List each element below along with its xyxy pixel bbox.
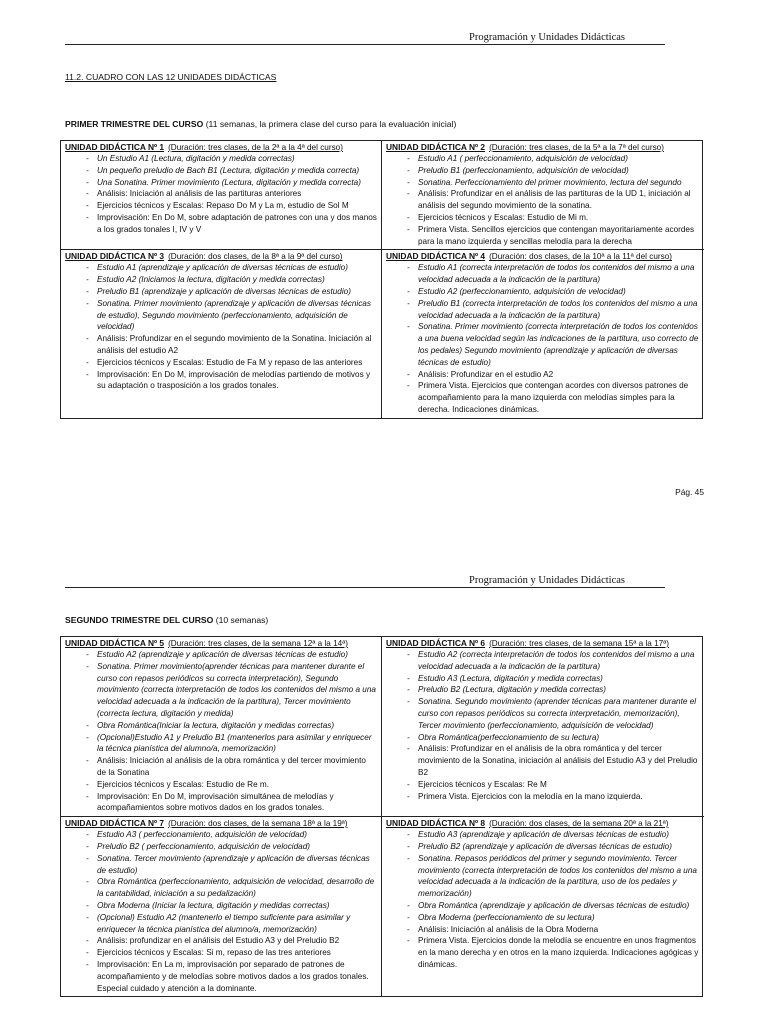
unit-content-list — [65, 829, 377, 994]
unit-cell — [61, 816, 382, 996]
unit-heading — [65, 638, 377, 649]
unit-content-list — [386, 829, 700, 971]
trimester-1-label: PRIMER TRIMESTRE DEL CURSO — [65, 119, 204, 129]
header-text: Programación y Unidades Didácticas — [469, 32, 625, 43]
list-item: - Un pequeño preludio de Bach B1 (Lectura, digitación y medida correcta) — [65, 165, 377, 177]
units-table-trimester-1 — [60, 140, 703, 419]
list-item: - Estudio A1 (correcta interpretación de todos los contenidos del mismo a una velocidad adecuada a la indicación de la partitura) — [386, 262, 700, 286]
unit-duration: (Duración: tres clases, de la 2ª a la 4ª del curso) — [168, 143, 343, 152]
list-item: - Improvisación: En Do M, improvisación simultánea de melodías y acompañamientos sobre motivos dados en los grados tonales. — [65, 791, 377, 815]
section-title: 11.2. CUADRO CON LAS 12 UNIDADES DIDÁCTICAS — [65, 72, 277, 82]
list-item: - Primera Vista. Ejercicios con la melodía en la mano izquierda. — [386, 791, 700, 803]
list-item: - Estudio A3 (Lectura, digitación y medida correctas) — [386, 673, 700, 685]
list-item: - Estudio A1 (aprendizaje y aplicación de diversas técnicas de estudio) — [65, 262, 377, 274]
unit-content-list — [65, 649, 377, 814]
unit-duration: (Duración: dos clases, de la 10ª a la 11ª del curso) — [489, 252, 673, 262]
list-item: - Obra Moderna (perfeccionamiento de su lectura) — [386, 912, 700, 924]
unit-name: UNIDAD DIDÁCTICA Nº 3 — [65, 251, 165, 262]
unit-cell — [382, 816, 704, 996]
unit-heading — [65, 142, 377, 153]
trimester-2-note: (10 semanas) — [213, 615, 269, 625]
list-item: - Obra Romántica(perfeccionamiento de su lectura) — [386, 732, 700, 744]
trimester-2-heading — [65, 615, 268, 625]
list-item: - Sonatina. Primer movimiento (aprendizaje y aplicación de diversas técnicas de estudio), Segundo movimiento (perfeccionamiento, adquisición de velocidad) — [65, 298, 377, 333]
list-item: - Preludio B2 (Lectura, digitación y medida correctas) — [386, 684, 700, 696]
trimester-2-label: SEGUNDO TRIMESTRE DEL CURSO — [65, 615, 214, 625]
unit-name: UNIDAD DIDÁCTICA Nº 4 — [386, 251, 486, 262]
list-item: - Análisis: Iniciación al análisis de la obra romántica y del tercer movimiento de la Sonatina — [65, 755, 377, 779]
page-header-1 — [65, 30, 665, 45]
list-item: - Improvisación: En La m, improvisación por separado de patrones de acompañamiento y de melodías sobre motivos dados a los grados tonales. Especial cuidado y atención a la dominante. — [65, 959, 377, 994]
list-item: - Una Sonatina. Primer movimiento (Lectura, digitación y medida correcta) — [65, 177, 377, 189]
list-item: - Ejercicios técnicos y Escalas: Re M — [386, 779, 700, 791]
unit-content-list — [65, 262, 377, 392]
unit-cell — [382, 249, 704, 417]
list-item: - Sonatina. Tercer movimiento (aprendizaje y aplicación de diversas técnicas de estudio) — [65, 853, 377, 877]
list-item: - Primera Vista. Ejercicios donde la melodía se encuentre en unos fragmentos en la mano derecha y en otros en la mano izquierda. Indicaciones agógicas y dinámicas. — [386, 935, 700, 970]
list-item: - Obra Romántica (perfeccionamiento, adquisición de velocidad, desarrollo de la cantabilidad, iniciación a su pedalización) — [65, 876, 377, 900]
list-item: - Ejercicios técnicos y Escalas: Si m, repaso de las tres anteriores — [65, 947, 377, 959]
list-item: - Sonatina. Repasos periódicos del primer y segundo movimiento. Tercer movimiento (correcta interpretación de todos los contenidos del mismo a una velocidad adecuada a la indicación de la partitura, uso de los pedales y memorización) — [386, 853, 700, 900]
list-item: - Estudio A2 (correcta interpretación de todos los contenidos del mismo a una velocidad adecuada a la indicación de la partitura) — [386, 649, 700, 673]
list-item: - Obra Moderna (Iniciar la lectura, digitación y medidas correctas) — [65, 900, 377, 912]
unit-content-list — [386, 153, 700, 247]
list-item: - Estudio A1 ( perfeccionamiento, adquisición de velocidad) — [386, 153, 700, 165]
list-item: - Preludio B2 (aprendizaje y aplicación de diversas técnicas de estudio) — [386, 841, 700, 853]
list-item: - Análisis: profundizar en el análisis del Estudio A3 y del Preludio B2 — [65, 935, 377, 947]
list-item: - Preludio B1 (correcta interpretación de todos los contenidos del mismo a una velocidad adecuada a la indicación de la partitura) — [386, 298, 700, 322]
unit-name: UNIDAD DIDÁCTICA Nº 8 — [386, 818, 486, 829]
list-item: - Preludio B1 (perfeccionamiento, adquisición de velocidad) — [386, 165, 700, 177]
list-item: - Análisis: Profundizar en el análisis de la obra romántica y del tercer movimiento de la Sonatina, iniciación al análisis del Estudio A3 y del Preludio B2 — [386, 743, 700, 778]
list-item: - Análisis: Iniciación al análisis de las partituras anteriores — [65, 188, 377, 200]
unit-duration: (Duración: tres clases, de la semana 12ª a la 14ª) — [168, 639, 348, 648]
unit-cell — [382, 141, 704, 249]
unit-content-list — [65, 153, 377, 236]
list-item: - Improvisación: En Do M, sobre adaptación de patrones con una y dos manos a los grados tonales I, IV y V — [65, 212, 377, 236]
unit-heading — [386, 251, 700, 262]
unit-cell — [61, 249, 382, 417]
list-item: - Ejercicios técnicos y Escalas: Estudio de Re m. — [65, 779, 377, 791]
list-item: - Primera Vista. Ejercicios que contengan acordes con diversos patrones de acompañamiento para la mano izquierda con melodías simples para la derecha. Indicaciones dinámicas. — [386, 380, 700, 415]
header-text: Programación y Unidades Didácticas — [469, 575, 625, 586]
list-item: - Análisis: Profundizar en el análisis de las partituras de la UD 1, iniciación al análisis del segundo movimiento de la sonatina. — [386, 188, 700, 212]
unit-duration: (Duración: tres clases, de la semana 15ª a la 17ª) — [489, 639, 669, 648]
list-item: - Sonatina. Primer movimiento (correcta interpretación de todos los contenidos a una buena velocidad según las indicaciones de la partitura, uso correcto de los pedales) Segundo movimiento (aprendizaje y aplicación de diversas técnicas de estudio) — [386, 321, 700, 368]
unit-name: UNIDAD DIDÁCTICA Nº 6 — [386, 638, 486, 648]
list-item: - Estudio A2 (aprendizaje y aplicación de diversas técnicas de estudio) — [65, 649, 377, 661]
list-item: - Sonatina. Primer movimiento(aprender técnicas para mantener durante el curso con repasos periódicos su correcta interpretación), Segundo movimiento (correcta interpretación de todos los contenidos del mismo a una velocidad adecuada a la indicación de la partitura), Tercer movimiento (correcta lectura, digitación y medida) — [65, 661, 377, 720]
list-item: - Sonatina. Segundo movimiento (aprender técnicas para mantener durante el curso con repasos periódicos su correcta interpretación, memorización), Tercer movimiento (perfeccionamiento, adquisición de velocidad) — [386, 696, 700, 731]
list-item: - Ejercicios técnicos y Escalas: Repaso Do M y La m, estudio de Sol M — [65, 200, 377, 212]
list-item: - (Opcional) Estudio A2 (mantenerlo el tiempo suficiente para asimilar y enriquecer la técnica pianística del alumno/a, memorización) — [65, 912, 377, 936]
unit-name: UNIDAD DIDÁCTICA Nº 7 — [65, 818, 165, 829]
unit-heading — [386, 638, 700, 649]
page-header-2 — [65, 573, 665, 588]
list-item: - Análisis: Profundizar en el segundo movimiento de la Sonatina. Iniciación al análisis del estudio A2 — [65, 333, 377, 357]
list-item: - Preludio B2 ( perfeccionamiento, adquisición de velocidad) — [65, 841, 377, 853]
list-item: - Estudio A3 (aprendizaje y aplicación de diversas técnicas de estudio) — [386, 829, 700, 841]
unit-heading — [65, 818, 377, 829]
unit-cell — [61, 637, 382, 816]
unit-duration: (Duración: dos clases, de la 8ª a la 9ª del curso) — [168, 252, 343, 262]
unit-content-list — [386, 262, 700, 415]
list-item: - Preludio B1 (aprendizaje y aplicación de diversas técnicas de estudio) — [65, 286, 377, 298]
list-item: - Estudio A3 ( perfeccionamiento, adquisición de velocidad) — [65, 829, 377, 841]
unit-heading — [386, 818, 700, 829]
list-item: - (Opcional)Estudio A1 y Preludio B1 (mantenerlos para asimilar y enriquecer la técnica pianística del alumno/a, memorización) — [65, 732, 377, 756]
unit-cell — [61, 141, 382, 249]
unit-name: UNIDAD DIDÁCTICA Nº 1 — [65, 142, 165, 152]
unit-heading — [65, 251, 377, 262]
list-item: - Ejercicios técnicos y Escalas: Estudio de Fa M y repaso de las anteriores — [65, 357, 377, 369]
list-item: - Ejercicios técnicos y Escalas: Estudio de Mi m. — [386, 212, 700, 224]
list-item: - Primera Vista. Sencillos ejercicios que contengan mayoritariamente acordes para la mano izquierda y sencillas melodía para la derecha — [386, 224, 700, 248]
list-item: - Sonatina. Perfeccionamiento del primer movimiento, lectura del segundo — [386, 177, 700, 189]
trimester-1-heading — [65, 119, 456, 129]
list-item: - Un Estudio A1 (Lectura, digitación y medida correctas) — [65, 153, 377, 165]
unit-content-list — [386, 649, 700, 802]
unit-name: UNIDAD DIDÁCTICA Nº 2 — [386, 142, 486, 152]
list-item: - Obra Romántica (aprendizaje y aplicación de diversas técnicas de estudio) — [386, 900, 700, 912]
page-number: Pág. 45 — [675, 487, 704, 497]
list-item: - Estudio A2 (perfeccionamiento, adquisición de velocidad) — [386, 286, 700, 298]
unit-duration: (Duración: dos clases, de la semana 18ª a la 19ª) — [168, 819, 348, 829]
unit-cell — [382, 637, 704, 816]
unit-duration: (Duración: dos clases, de la semana 20ª a la 21ª) — [489, 819, 669, 829]
unit-name: UNIDAD DIDÁCTICA Nº 5 — [65, 638, 165, 648]
list-item: - Análisis: Profundizar en el estudio A2 — [386, 369, 700, 381]
list-item: - Estudio A2 (Iniciamos la lectura, digitación y medida correctas) — [65, 274, 377, 286]
list-item: - Análisis: Iniciación al análisis de la Obra Moderna — [386, 924, 700, 936]
list-item: - Obra Romántica(Iniciar la lectura, digitación y medidas correctas) — [65, 720, 377, 732]
unit-duration: (Duración: tres clases, de la 5ª a la 7ª del curso) — [489, 143, 664, 152]
list-item: - Improvisación: En Do M, improvisación de melodías partiendo de motivos y su adaptación o trasposición a los grados tonales. — [65, 369, 377, 393]
trimester-1-note: (11 semanas, la primera clase del curso para la evaluación inicial) — [203, 119, 457, 129]
units-table-trimester-2 — [60, 636, 703, 997]
unit-heading — [386, 142, 700, 153]
